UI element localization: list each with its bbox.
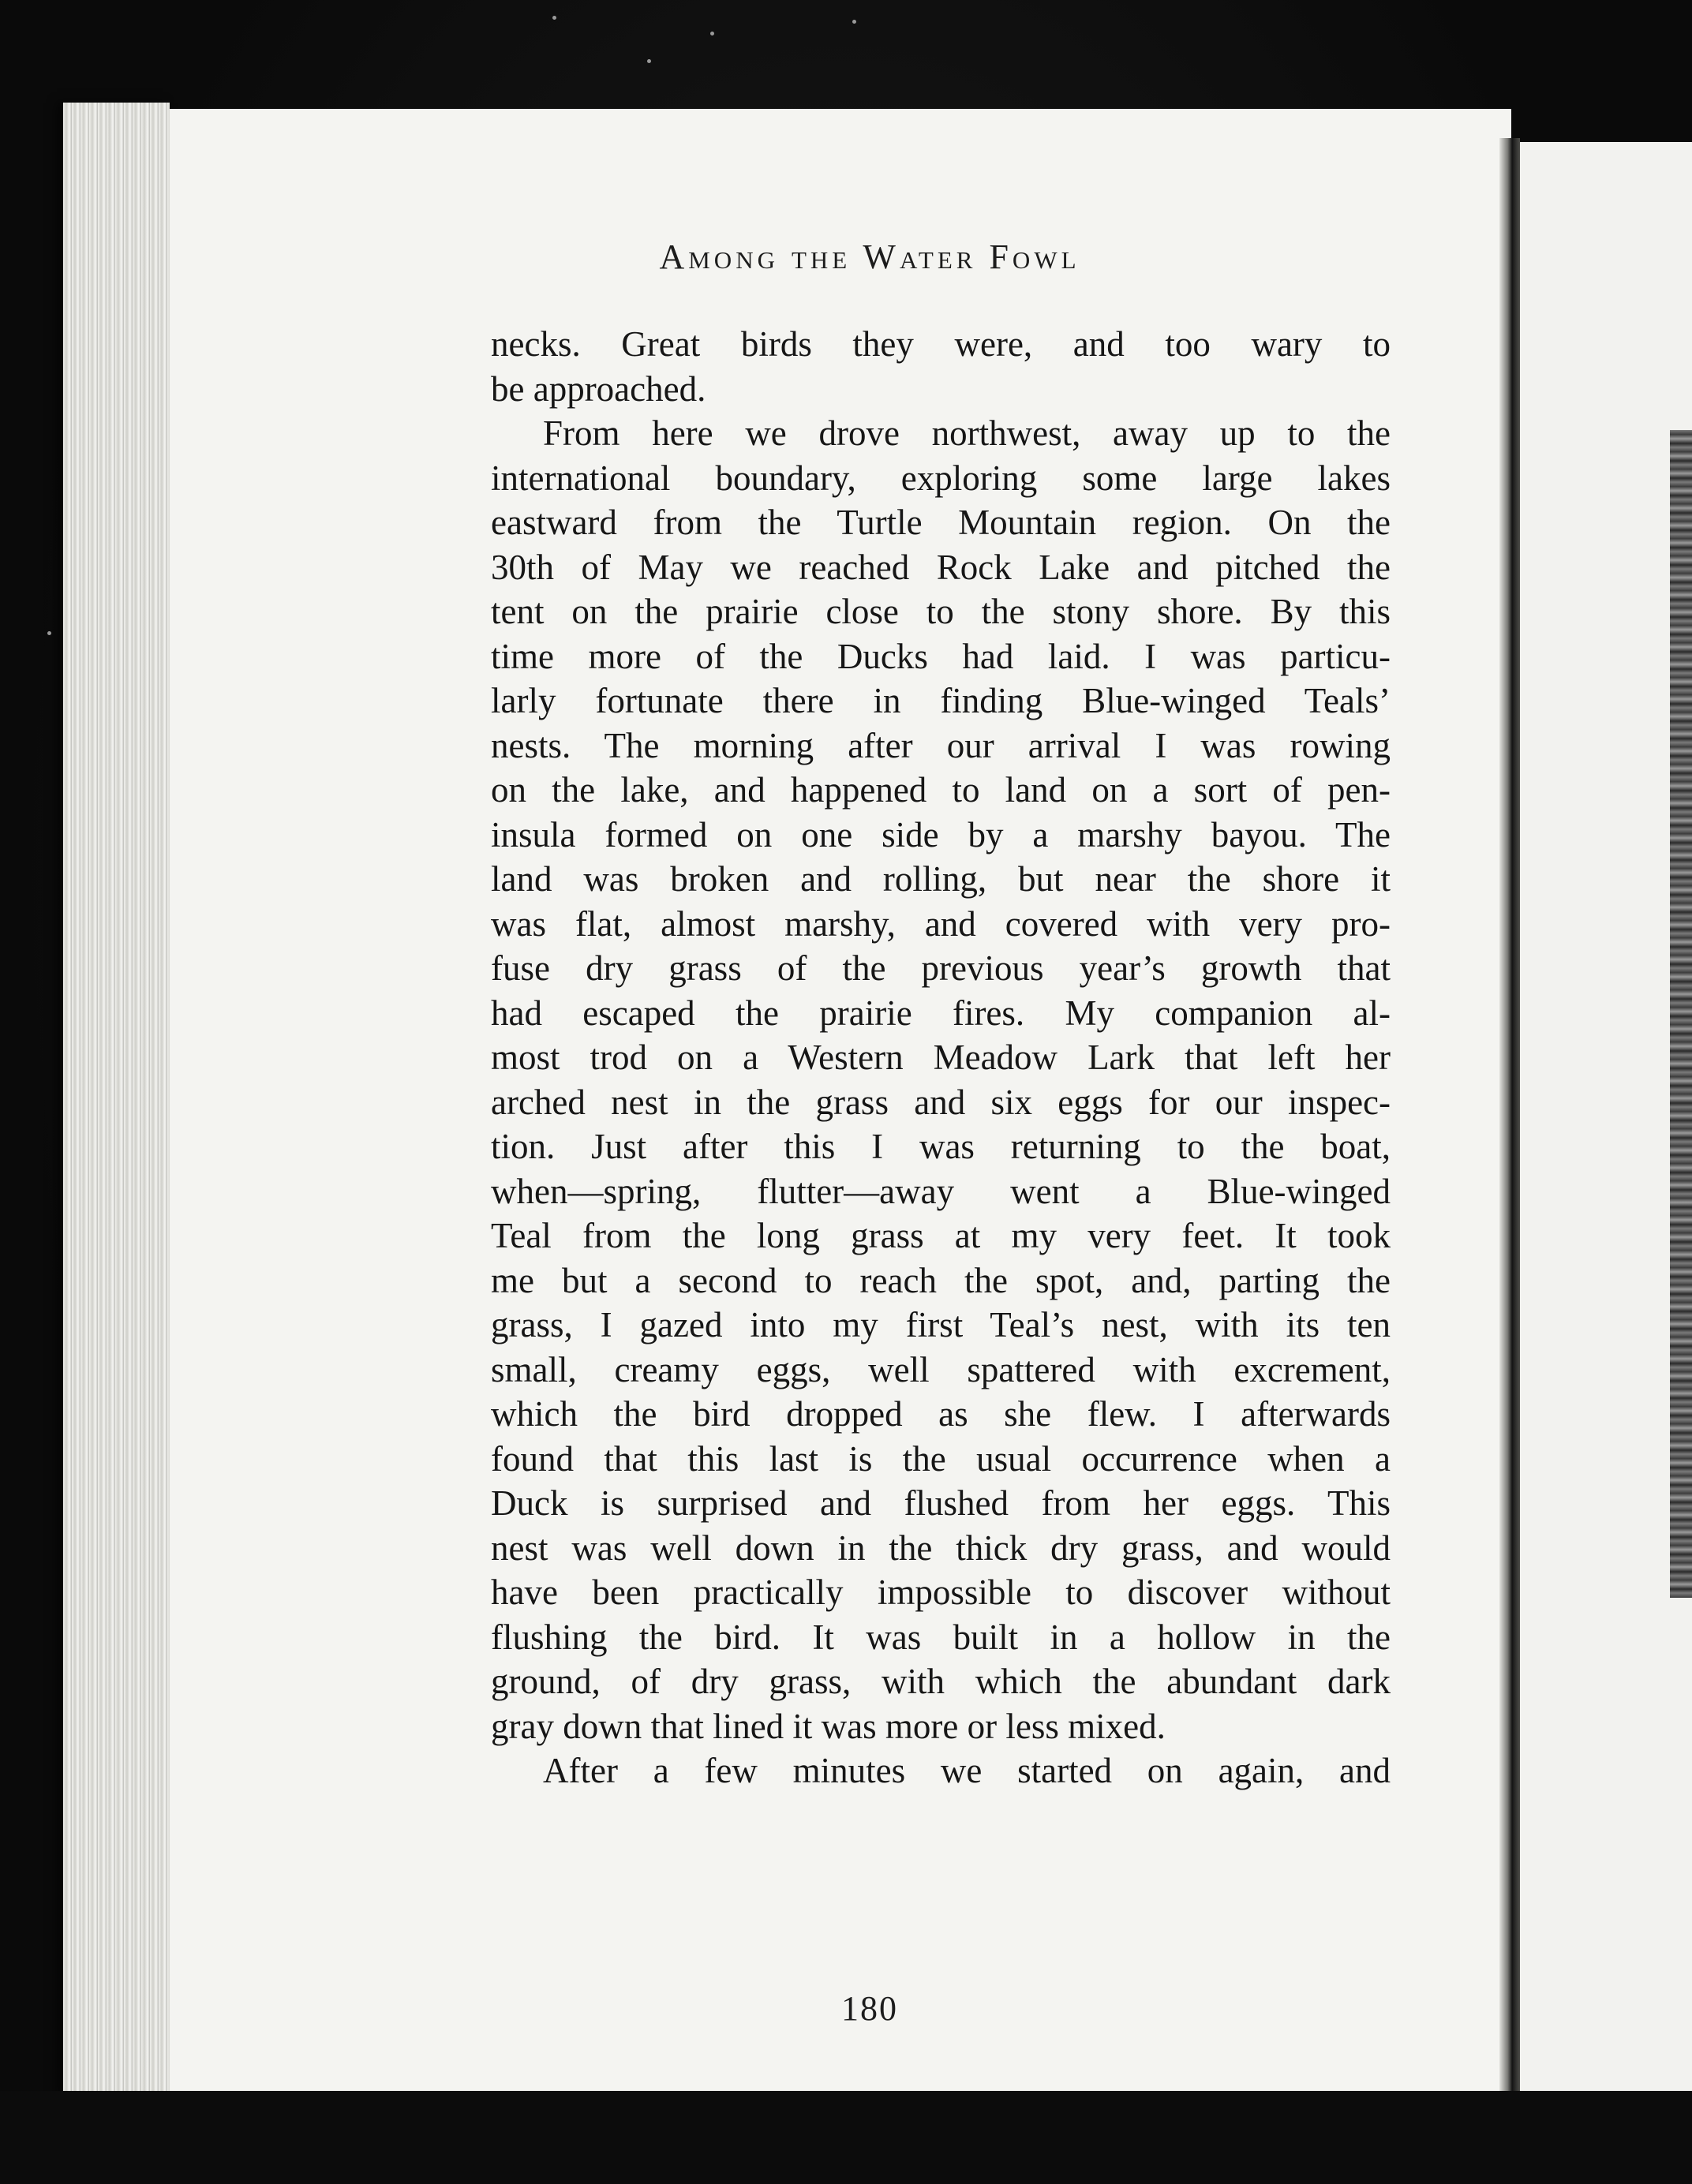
text-line: small, creamy eggs, well spattered with excrement, <box>491 1349 1391 1389</box>
text-line: when—spring, flutter—away went a Blue-winged <box>491 1171 1391 1211</box>
facing-page-photo-plate <box>1670 430 1692 1598</box>
text-line: nests. The morning after our arrival I was rowing <box>491 725 1391 765</box>
dust-speck <box>710 32 714 36</box>
text-line: eastward from the Turtle Mountain region. On the <box>491 503 1391 542</box>
dust-speck <box>552 16 556 20</box>
text-line: which the bird dropped as she flew. I afterwards <box>491 1394 1391 1434</box>
text-line: most trod on a Western Meadow Lark that left her <box>491 1038 1391 1077</box>
facing-page <box>1520 142 1692 2130</box>
text-line: insula formed on one side by a marshy bayou. The <box>491 814 1391 855</box>
text-line: land was broken and rolling, but near the shore it <box>491 859 1391 899</box>
dust-speck <box>647 59 651 63</box>
text-line: have been practically impossible to discover without <box>491 1573 1391 1612</box>
body-text <box>491 322 1391 1793</box>
text-line: gray down that lined it was more or less mixed. <box>491 1706 1166 1746</box>
text-line: flushing the bird. It was built in a hollow in the <box>491 1617 1391 1657</box>
text-line: had escaped the prairie fires. My companion al- <box>491 993 1391 1033</box>
dust-speck <box>852 20 856 24</box>
text-line: time more of the Ducks had laid. I was particu- <box>491 636 1391 676</box>
scan-bottom-border <box>0 2091 1692 2184</box>
text-line: fuse dry grass of the previous year’s growth that <box>491 948 1391 988</box>
text-line: After a few minutes we started on again, and <box>543 1751 1391 1790</box>
text-line: grass, I gazed into my first Teal’s nest, with its ten <box>491 1305 1391 1344</box>
text-line: Teal from the long grass at my very feet. It took <box>491 1216 1391 1255</box>
book-gutter <box>1499 138 1520 2126</box>
text-line: From here we drove northwest, away up to the <box>543 413 1391 453</box>
text-line: on the lake, and happened to land on a sort of pen- <box>491 770 1391 810</box>
text-line: was flat, almost marshy, and covered with very pro- <box>491 903 1391 944</box>
page-edge-stack <box>63 103 170 2099</box>
text-line: necks. Great birds they were, and too wary to <box>491 324 1391 364</box>
text-line: be approached. <box>491 368 706 409</box>
dust-speck <box>47 631 51 635</box>
text-line: found that this last is the usual occurrence when a <box>491 1438 1391 1479</box>
text-line: Duck is surprised and flushed from her eggs. This <box>491 1483 1391 1523</box>
page-number: 180 <box>841 1989 898 2028</box>
text-line: tent on the prairie close to the stony shore. By this <box>491 592 1391 631</box>
text-line: larly fortunate there in finding Blue-winged Teals’ <box>491 681 1391 720</box>
running-head: Among the Water Fowl <box>659 237 1080 276</box>
text-line: nest was well down in the thick dry grass, and would <box>491 1528 1391 1568</box>
text-line: international boundary, exploring some large lakes <box>491 458 1391 498</box>
text-line: arched nest in the grass and six eggs for our inspec- <box>491 1082 1391 1122</box>
text-line: tion. Just after this I was returning to the boat, <box>491 1127 1391 1166</box>
text-line: ground, of dry grass, with which the abundant dark <box>491 1662 1391 1701</box>
text-line: 30th of May we reached Rock Lake and pitched the <box>491 547 1391 587</box>
text-line: me but a second to reach the spot, and, parting the <box>491 1260 1391 1300</box>
